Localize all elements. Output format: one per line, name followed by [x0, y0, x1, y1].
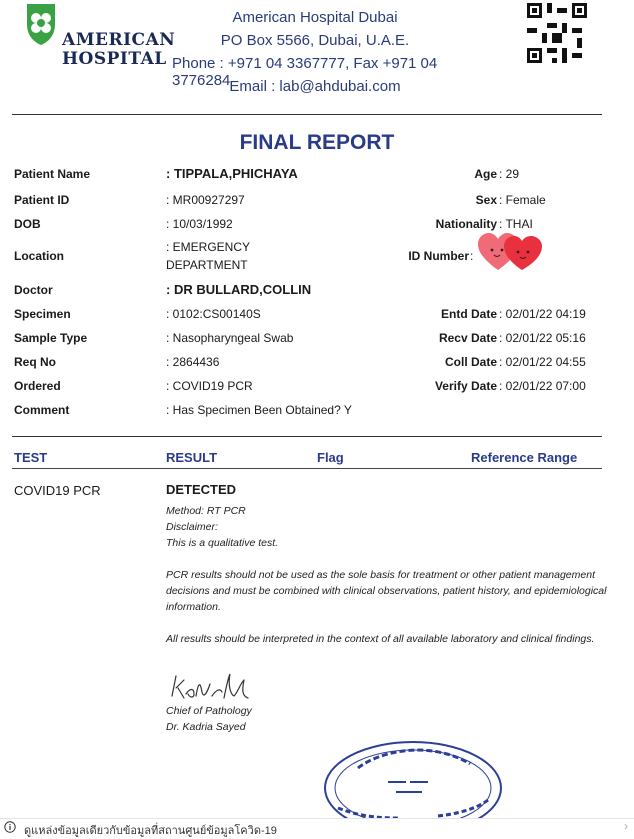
section-divider: [12, 436, 602, 437]
qr-code-icon: [527, 3, 587, 63]
hospital-stamp-image: [318, 738, 508, 818]
col-header-test: TEST: [14, 450, 48, 465]
location-value-line1: : EMERGENCY: [166, 240, 251, 254]
disclaimer-text: Disclaimer:: [166, 521, 218, 533]
age-label: Age: [474, 167, 497, 181]
nationality-label: Nationality: [435, 217, 497, 231]
brand-name-line2: HOSPITAL: [62, 49, 167, 69]
age-value: : 29: [499, 167, 520, 181]
test-result: DETECTED: [166, 482, 237, 497]
pcr-note-line2: decisions and must be combined with clinical observations, patient history, and epidemiological: [166, 585, 607, 597]
sample-type-value: : Nasopharyngeal Swab: [166, 331, 294, 345]
header-divider: [12, 114, 602, 115]
ordered-value: : COVID19 PCR: [166, 379, 253, 393]
col-header-result: RESULT: [166, 450, 218, 465]
doctor-value: : DR BULLARD,COLLIN: [166, 282, 312, 297]
recv-date-label: Recv Date: [438, 331, 497, 345]
table-header-divider: [12, 468, 602, 469]
patient-name-value: : TIPPALA,PHICHAYA: [166, 166, 298, 181]
specimen-value: : 0102:CS00140S: [166, 307, 261, 321]
pcr-note-line3: information.: [166, 601, 221, 613]
patient-id-label: Patient ID: [14, 193, 70, 207]
sample-type-label: Sample Type: [14, 331, 88, 345]
report-header: [0, 0, 634, 100]
hospital-email: Email : lab@ahdubai.com: [229, 78, 401, 95]
coll-date-label: Coll Date: [444, 355, 497, 369]
heart-sticker-icon: [476, 232, 546, 272]
report-title: FINAL REPORT: [239, 131, 395, 154]
brand-name-line1: AMERICAN: [62, 30, 176, 50]
specimen-label: Specimen: [14, 307, 71, 321]
source-info-bar[interactable]: [0, 818, 634, 835]
verify-date-label: Verify Date: [434, 379, 497, 393]
qualitative-text: This is a qualitative test.: [166, 537, 279, 549]
comment-label: Comment: [14, 403, 70, 417]
entd-date-label: Entd Date: [440, 307, 497, 321]
dob-label: DOB: [14, 217, 41, 231]
signature-image: [168, 670, 278, 706]
test-name: COVID19 PCR: [14, 483, 101, 498]
method-text: Method: RT PCR: [166, 505, 246, 517]
col-header-flag: Flag: [317, 450, 344, 465]
location-value-line2: DEPARTMENT: [166, 258, 248, 272]
chevron-right-icon: ›: [624, 819, 628, 833]
hospital-phone: Phone : +971 04 3367777, Fax +971 04 3776284: [172, 55, 438, 89]
signatory-name: Dr. Kadria Sayed: [166, 721, 246, 733]
sex-value: : Female: [499, 193, 546, 207]
hospital-address: PO Box 5566, Dubai, U.A.E.: [220, 32, 410, 49]
ordered-label: Ordered: [14, 379, 61, 393]
hospital-name: American Hospital Dubai: [232, 9, 398, 26]
coll-date-value: : 02/01/22 04:55: [499, 355, 586, 369]
hospital-logo-icon: [24, 2, 58, 46]
patient-name-label: Patient Name: [14, 167, 91, 181]
dob-value: : 10/03/1992: [166, 217, 233, 231]
id-number-label: ID Number: [408, 249, 469, 263]
sex-label: Sex: [475, 193, 497, 207]
comment-value: : Has Specimen Been Obtained? Y: [166, 403, 352, 417]
verify-date-value: : 02/01/22 07:00: [499, 379, 586, 393]
req-no-label: Req No: [14, 355, 56, 369]
col-header-reference-range: Reference Range: [471, 450, 578, 465]
req-no-value: : 2864436: [166, 355, 220, 369]
signatory-title: Chief of Pathology: [166, 705, 252, 717]
pcr-note-line1: PCR results should not be used as the sole basis for treatment or other patient management: [166, 569, 595, 581]
nationality-value: : THAI: [499, 217, 533, 231]
location-label: Location: [14, 249, 64, 263]
id-number-value: :: [470, 249, 474, 263]
info-icon: [4, 821, 16, 833]
interpret-note: All results should be interpreted in the context of all available laboratory and clinical findings.: [166, 633, 595, 645]
source-info-text: ดูแหล่งข้อมูลเดียวกับข้อมูลที่สถานศูนย์ข้อมูลโควิด-19: [24, 825, 277, 837]
doctor-label: Doctor: [14, 283, 53, 297]
patient-id-value: : MR00927297: [166, 193, 245, 207]
entd-date-value: : 02/01/22 04:19: [499, 307, 586, 321]
recv-date-value: : 02/01/22 05:16: [499, 331, 586, 345]
